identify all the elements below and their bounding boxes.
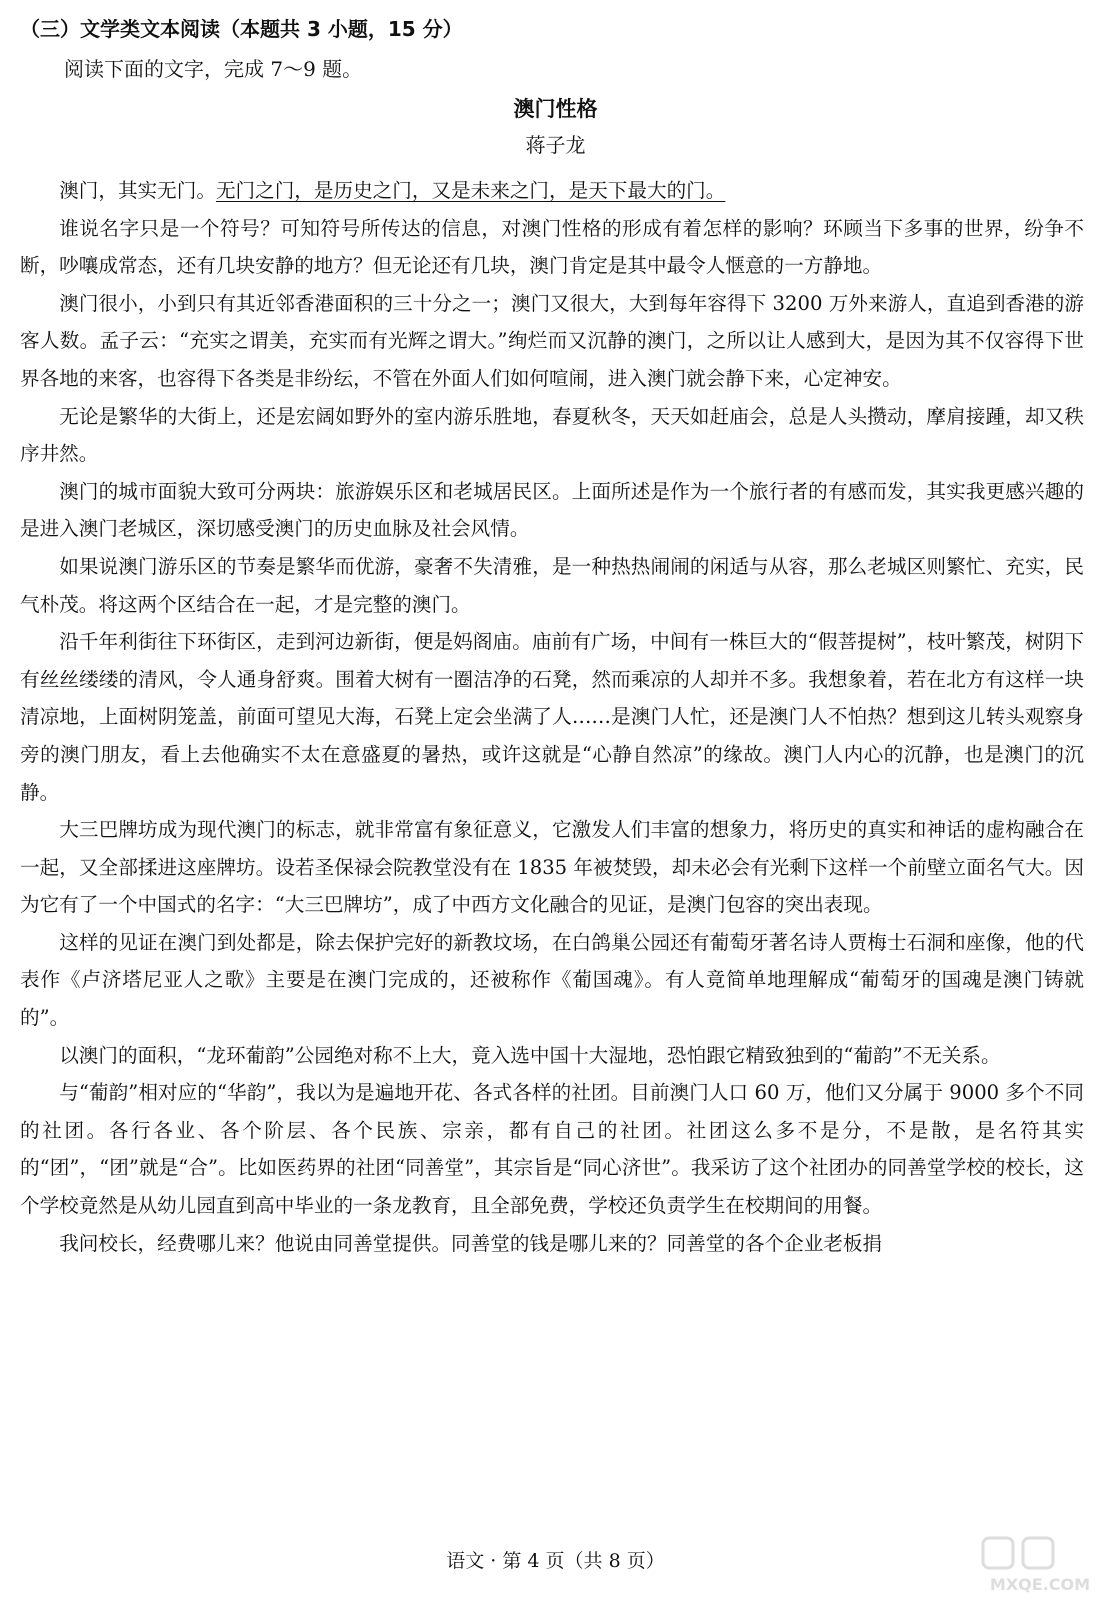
watermark-text: MXQE.COM [989,1575,1091,1594]
article-title: 澳门性格 [513,97,598,121]
paragraph: 澳门的城市面貌大致可分两块：旅游娱乐区和老城居民区。上面所述是作为一个旅行者的有感而发，其实我更感兴趣的是进入澳门老城区，深切感受澳门的历史血脉及社会风情。 [20,479,1084,541]
paragraph: 我问校长，经费哪儿来？他说由同善堂提供。同善堂的钱是哪儿来的？同善堂的各个企业老板捐 [59,1231,883,1255]
paragraph: 谁说名字只是一个符号？可知符号所传达的信息，对澳门性格的形成有着怎样的影响？环顾当下多事的世界，纷争不断，吵嚷成常态，还有几块安静的地方？但无论还有几块，澳门肯定是其中最令人惬意的一方静地。 [20,216,1084,278]
paragraph [20,172,1084,210]
paragraph: 澳门很小，小到只有其近邻香港面积的三十分之一；澳门又很大，大到每年容得下 3200 万外来游人，直追到香港的游客人数。孟子云：“充实之谓美，充实而有光辉之谓大。”绚烂而又沉静的澳门，之所以让人感到大，是因为其不仅容得下世界各地的来客，也容得下各类是非纷纭，不管在外面人们如何喧闹，进入澳门就会静下来，心定神安。 [20,291,1084,390]
instruction-text: 阅读下面的文字，完成 7～9 题。 [64,57,363,81]
watermark-logo [977,1534,1103,1596]
article-body [20,172,1084,1262]
paragraph: 以澳门的面积，“龙环葡韵”公园绝对称不上大，竟入选中国十大湿地，恐怕跟它精致独到的“葡韵”不无关系。 [59,1043,1001,1067]
paragraph: 这样的见证在澳门到处都是，除去保护完好的新教坟场，在白鸽巢公园还有葡萄牙著名诗人贾梅士石洞和座像，他的代表作《卢济塔尼亚人之歌》主要是在澳门完成的，还被称作《葡国魂》。有人竟简单地理解成“葡萄牙的国魂是澳门铸就的”。 [20,930,1084,1030]
page-footer: 语文 · 第 4 页（共 8 页） [446,1550,665,1572]
paragraph: 大三巴牌坊成为现代澳门的标志，就非常富有象征意义，它激发人们丰富的想象力，将历史的真实和神话的虚构融合在一起，又全部揉进这座牌坊。设若圣保禄会院教堂没有在 1835 年被焚毁，却未必会有光剩下这样一个前壁立面名气大。因为它有了一个中国式的名字：“大三巴牌坊”，成了中西方文化融合的见证，是澳门包容的突出表现。 [20,818,1084,917]
paragraph: 如果说澳门游乐区的节奏是繁华而优游，豪奢不失清雅，是一种热热闹闹的闲适与从容，那么老城区则繁忙、充实，民气朴茂。将这两个区结合在一起，才是完整的澳门。 [20,554,1084,616]
underlined-sentence: 无门之门，是历史之门，又是未来之门，是天下最大的门。 [215,179,726,202]
paragraph: 与“葡韵”相对应的“华韵”，我以为是遍地开花、各式各样的社团。目前澳门人口 60 万，他们又分属于 9000 多个不同的社团。各行各业、各个阶层、各个民族、宗亲，都有自己的社团。社团这么多不是分，不是散，是名符其实的“团”，“团”就是“合”。比如医药界的社团“同善堂”，其宗旨是“同心济世”。我采访了这个社团办的同善堂学校的校长，这个学校竟然是从幼儿园直到高中毕业的一条龙教育，且全部免费，学校还负责学生在校期间的用餐。 [20,1081,1084,1218]
paragraph-lead: 澳门，其实无门。 [59,179,216,202]
section-heading: （三）文学类文本阅读（本题共 3 小题，15 分） [20,17,463,41]
paragraph: 沿千年利街往下环街区，走到河边新街，便是妈阁庙。庙前有广场，中间有一株巨大的“假菩提树”，枝叶繁茂，树阴下有丝丝缕缕的清风，令人通身舒爽。围着大树有一圈洁净的石凳，然而乘凉的人却并不多。我想象着，若在北方有这样一块清凉地，上面树阴笼盖，前面可望见大海，石凳上定会坐满了人……是澳门人忙，还是澳门人不怕热？想到这儿转头观察身旁的澳门朋友，看上去他确实不太在意盛夏的暑热，或许这就是“心静自然凉”的缘故。澳门人内心的沉静，也是澳门的沉静。 [20,630,1084,804]
watermark-logo-icon [977,1534,1103,1596]
article-author: 蒋子龙 [525,133,586,157]
paragraph: 无论是繁华的大街上，还是宏阔如野外的室内游乐胜地，春夏秋冬，天天如赶庙会，总是人头攒动，摩肩接踵，却又秩序井然。 [20,404,1084,466]
